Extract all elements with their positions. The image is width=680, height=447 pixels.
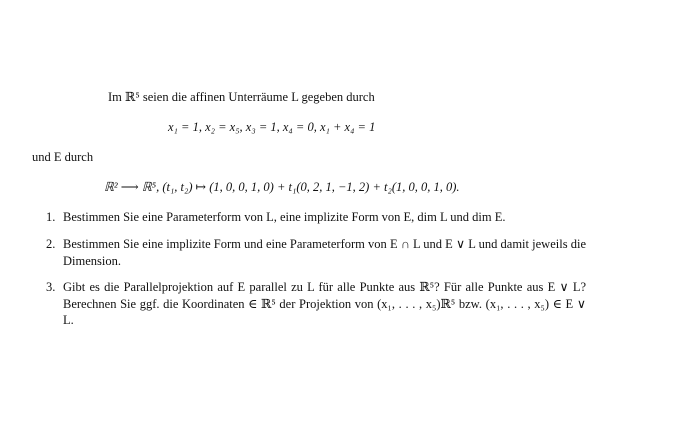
task-text: Bestimmen Sie eine Parameterform von L, eine implizite Form von E, dim L und dim E. (63, 210, 506, 224)
task-number: 3. (46, 280, 56, 294)
task-2 (46, 236, 586, 269)
task-text: Bestimmen Sie eine implizite Form und eine Parameterform von E ∩ L und E ∨ L und damit jeweils die Dimension. (63, 237, 586, 268)
equation-L: x₁ = 1, x₂ = x₅, x₃ = 1, x₄ = 0, x₁ + x₄ = 1 (168, 120, 376, 134)
equation-E: ℝ² ⟶ ℝ⁵, (t₁, t₂) ↦ (1, 0, 0, 1, 0) + t₁(0, 2, 1, −1, 2) + t₂(1, 0, 0, 1, 0). (104, 180, 460, 194)
task-number: 1. (46, 210, 56, 224)
task-text: Gibt es die Parallelprojektion auf E parallel zu L für alle Punkte aus ℝ⁵? Für alle Punkte aus E ∨ L? Berechnen Sie ggf. die Koordinaten ∈ ℝ⁵ der Projektion von (x₁, . . . , x₅)ℝ⁵ bzw. (x₁, . . . , x₅) ∈ E ∨ L. (63, 280, 586, 327)
task-3 (46, 279, 586, 329)
task-number: 2. (46, 237, 56, 251)
task-1 (46, 209, 586, 226)
intro-E-sentence: und E durch (32, 150, 94, 164)
intro-sentence: Im ℝ⁵ seien die affinen Unterräume L gegeben durch (108, 90, 375, 104)
